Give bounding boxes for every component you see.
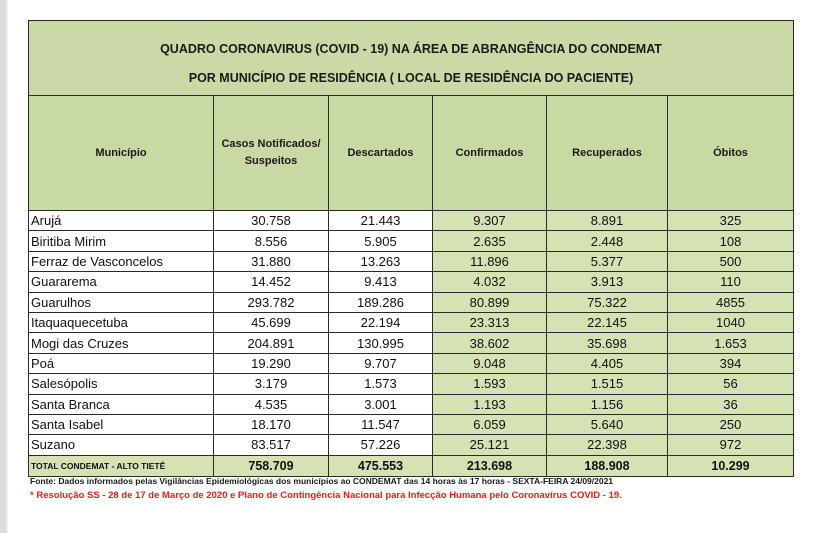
table-row — [29, 251, 794, 271]
cell-obitos: 1.653 — [668, 333, 794, 353]
table-row — [29, 312, 794, 332]
cell-descartados: 3.001 — [329, 394, 433, 414]
cell-descartados: 1.573 — [329, 374, 433, 394]
cell-municipio: Suzano — [29, 435, 214, 455]
cell-municipio: Mogi das Cruzes — [29, 333, 214, 353]
cell-confirmados: 38.602 — [433, 333, 547, 353]
cell-descartados: 21.443 — [329, 211, 433, 231]
header-notificados — [214, 96, 329, 211]
cell-recuperados: 35.698 — [547, 333, 668, 353]
cell-confirmados: 6.059 — [433, 414, 547, 434]
cell-obitos: 394 — [668, 353, 794, 373]
table-row — [29, 374, 794, 394]
total-recuperados: 188.908 — [547, 455, 668, 476]
header-obitos: Óbitos — [668, 96, 794, 211]
cell-municipio: Biritiba Mirim — [29, 231, 214, 251]
cell-notificados: 30.758 — [214, 211, 329, 231]
header-confirmados: Confirmados — [433, 96, 547, 211]
cell-descartados: 130.995 — [329, 333, 433, 353]
cell-municipio: Guararema — [29, 272, 214, 292]
total-confirmados: 213.698 — [433, 455, 547, 476]
cell-notificados: 8.556 — [214, 231, 329, 251]
cell-municipio: Santa Isabel — [29, 414, 214, 434]
cell-confirmados: 11.896 — [433, 251, 547, 271]
header-notificados-line1: Casos Notificados/ — [221, 138, 321, 150]
cell-recuperados: 5.640 — [547, 414, 668, 434]
cell-confirmados: 1.193 — [433, 394, 547, 414]
total-notificados: 758.709 — [214, 455, 329, 476]
cell-obitos: 325 — [668, 211, 794, 231]
cell-confirmados: 9.307 — [433, 211, 547, 231]
table-row — [29, 211, 794, 231]
cell-confirmados: 80.899 — [433, 292, 547, 312]
cell-municipio: Guarulhos — [29, 292, 214, 312]
source-note: Fonte: Dados informados pelas Vigilâncias Epidemiológicas dos municípios ao CONDEMAT das 14 horas às 17 horas - SEXTA-FEIRA 24/09/2021 — [30, 476, 614, 486]
cell-notificados: 45.699 — [214, 312, 329, 332]
cell-municipio: Poá — [29, 353, 214, 373]
cell-descartados: 13.263 — [329, 251, 433, 271]
cell-confirmados: 4.032 — [433, 272, 547, 292]
cell-notificados: 3.179 — [214, 374, 329, 394]
cell-recuperados: 2.448 — [547, 231, 668, 251]
cell-obitos: 110 — [668, 272, 794, 292]
total-obitos: 10.299 — [668, 455, 794, 476]
cell-notificados: 83.517 — [214, 435, 329, 455]
left-frame-shadow — [6, 0, 8, 533]
total-label: TOTAL CONDEMAT - ALTO TIETÊ — [29, 455, 214, 476]
cell-municipio: Santa Branca — [29, 394, 214, 414]
cell-recuperados: 1.156 — [547, 394, 668, 414]
table-row — [29, 272, 794, 292]
table-row — [29, 435, 794, 455]
table-title-line1: QUADRO CORONAVIRUS (COVID - 19) NA ÁREA DE ABRANGÊNCIA DO CONDEMAT — [29, 21, 794, 61]
cell-municipio: Arujá — [29, 211, 214, 231]
cell-recuperados: 4.405 — [547, 353, 668, 373]
table-row — [29, 333, 794, 353]
cell-descartados: 22.194 — [329, 312, 433, 332]
cell-notificados: 204.891 — [214, 333, 329, 353]
cell-obitos: 250 — [668, 414, 794, 434]
cell-recuperados: 22.398 — [547, 435, 668, 455]
total-row — [29, 455, 794, 476]
cell-notificados: 293.782 — [214, 292, 329, 312]
covid-table — [28, 20, 794, 477]
cell-descartados: 57.226 — [329, 435, 433, 455]
header-municipio: Município — [29, 96, 214, 211]
table-row — [29, 292, 794, 312]
cell-confirmados: 2.635 — [433, 231, 547, 251]
cell-confirmados: 25.121 — [433, 435, 547, 455]
cell-obitos: 56 — [668, 374, 794, 394]
cell-recuperados: 75.322 — [547, 292, 668, 312]
cell-descartados: 9.707 — [329, 353, 433, 373]
cell-notificados: 31.880 — [214, 251, 329, 271]
cell-municipio: Ferraz de Vasconcelos — [29, 251, 214, 271]
cell-descartados: 11.547 — [329, 414, 433, 434]
cell-confirmados: 23.313 — [433, 312, 547, 332]
cell-municipio: Itaquaquecetuba — [29, 312, 214, 332]
table-row — [29, 394, 794, 414]
cell-confirmados: 1.593 — [433, 374, 547, 394]
cell-recuperados: 22.145 — [547, 312, 668, 332]
cell-confirmados: 9.048 — [433, 353, 547, 373]
header-recuperados: Recuperados — [547, 96, 668, 211]
table-title-line2: POR MUNICÍPIO DE RESIDÊNCIA ( LOCAL DE RESIDÊNCIA DO PACIENTE) — [29, 60, 794, 96]
cell-obitos: 36 — [668, 394, 794, 414]
cell-descartados: 9.413 — [329, 272, 433, 292]
table-row — [29, 231, 794, 251]
cell-obitos: 1040 — [668, 312, 794, 332]
cell-notificados: 19.290 — [214, 353, 329, 373]
cell-notificados: 18.170 — [214, 414, 329, 434]
cell-obitos: 500 — [668, 251, 794, 271]
cell-notificados: 14.452 — [214, 272, 329, 292]
cell-recuperados: 8.891 — [547, 211, 668, 231]
header-descartados: Descartados — [329, 96, 433, 211]
header-notificados-line2: Suspeitos — [244, 155, 298, 167]
table-row — [29, 353, 794, 373]
cell-obitos: 4855 — [668, 292, 794, 312]
cell-recuperados: 1.515 — [547, 374, 668, 394]
cell-descartados: 189.286 — [329, 292, 433, 312]
cell-descartados: 5.905 — [329, 231, 433, 251]
cell-notificados: 4.535 — [214, 394, 329, 414]
total-descartados: 475.553 — [329, 455, 433, 476]
cell-obitos: 972 — [668, 435, 794, 455]
resolution-note: * Resolução SS - 28 de 17 de Março de 2020 e Plano de Contingência Nacional para Infecção Humana pelo Coronavírus COVID - 19. — [30, 490, 622, 501]
cell-municipio: Salesópolis — [29, 374, 214, 394]
cell-recuperados: 3.913 — [547, 272, 668, 292]
table-row — [29, 414, 794, 434]
cell-obitos: 108 — [668, 231, 794, 251]
cell-recuperados: 5.377 — [547, 251, 668, 271]
